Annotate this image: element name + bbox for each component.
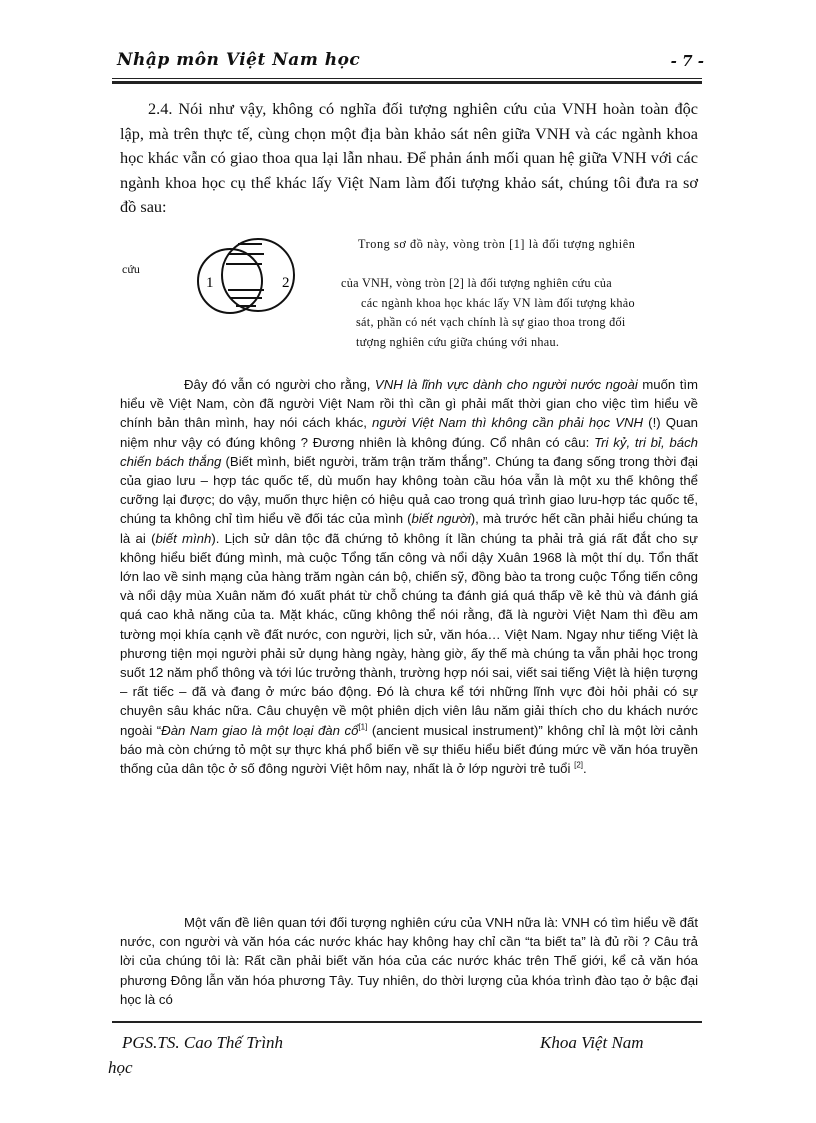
caption-line-3: các ngành khoa học khác lấy VN làm đối tượng khảo — [361, 295, 635, 310]
running-header-title: Nhập môn Việt Nam học — [117, 50, 361, 70]
section-2-4-text: 2.4. Nói như vậy, không có nghĩa đối tượng nghiên cứu của VNH hoàn toàn độc lập, mà trên thực tế, cùng chọn một địa bàn khảo sát nên giữa VNH và các ngành khoa học khác vẫn có giao thoa qua lại lẫn nhau. Để phản ánh mối quan hệ giữa VNH với các ngành khoa học cụ thể khác lấy Việt Nam làm đối tượng khảo sát, chúng tôi đưa ra sơ đồ sau: — [120, 99, 698, 217]
paragraph-1: Đây đó vẫn có người cho rằng, VNH là lĩnh vực dành cho người nước ngoài muốn tìm hiểu về Việt Nam, còn đã người Việt Nam rồi thì cần gì phải mất thời gian cho việc tìm hiểu về chính bản thân mình, hay nói cách khác, người Việt Nam thì không cần phải học VNH (!) Quan niệm như vậy có đúng không ? Đương nhiên là không đúng. Cổ nhân có câu: Tri kỷ, tri bỉ, bách chiến bách thắng (Biết mình, biết người, trăm trận trăm thắng”. Chúng ta đang sống trong thời đại của giao lưu – hợp tác quốc tế, dù muốn hay không toàn cầu hóa vẫn là một xu thế không thể cưỡng lại được; do vậy, muốn thực hiện có hiệu quả cao trong quá trình giao lưu-hợp tác quốc tế, chúng ta không chỉ tìm hiểu về đối tác của mình (biết người), mà trước hết cần phải hiểu chúng ta là ai (biết mình). Lịch sử dân tộc đã chứng tỏ không ít lần chúng ta phải trả giá rất đắt cho sự không hiểu biết đúng mình, mà cuộc Tổng tấn công và nổi dậy Xuân 1968 là một thí dụ. Tổn thất lớn lao về sinh mạng của hàng trăm ngàn cán bộ, chiến sỹ, đồng bào ta trong cuộc Tổng tiến công và nổi dậy mùa Xuân năm đó xuất phát từ chỗ chúng ta đánh giá quá thấp về kẻ thù và đánh giá quá cao khả năng của ta. Mặt khác, cũng không thể nói rằng, đã là người Việt Nam thì đều am tường mọi khía cạnh về đất nước, con người, lịch sử, văn hóa… Việt Nam. Ngay như tiếng Việt là phương tiện mọi người phải sử dụng hàng ngày, hàng giờ, ấy thế mà chúng ta vẫn phải học trong suốt 12 năm phổ thông và tới lúc trưởng thành, trường hợp nói sai, viết sai tiếng Việt là hiện tượng – rất tiếc – đã và đang ở mức báo động. Đó là chưa kể tới những lĩnh vực đòi hỏi phải có sự chuyên sâu khác nữa. Câu chuyện về một phiên dịch viên lâu năm giải thích cho du khách nước ngoài “Đàn Nam giao là một loại đàn cổ[1] (ancient musical instrument)” không chỉ là một lời cảnh báo mà còn chứng tỏ một sự thực khá phổ biến về sự thiếu hiểu biết đúng mức về văn hóa truyền thống của dân tộc ở số đông người Việt hôm nay, nhất là ở lớp người trẻ tuổi [2]. — [120, 377, 699, 777]
diagram-caption — [341, 274, 691, 352]
page-number: - 7 - — [670, 52, 704, 70]
paragraph-section-2-4 — [120, 97, 698, 220]
footer-department: Khoa Việt Nam — [540, 1033, 644, 1052]
caption-line-2: của VNH, vòng tròn [2] là đối tượng nghiên cứu của — [341, 276, 613, 290]
circle-label-1: 1 — [206, 275, 214, 291]
venn-diagram — [190, 228, 320, 318]
footer-author-continued: học — [108, 1058, 133, 1077]
footer-author: PGS.TS. Cao Thế Trình — [122, 1033, 284, 1052]
header-rule-thick — [112, 81, 702, 84]
circle-label-2: 2 — [282, 275, 290, 291]
paragraph-2: Một vấn đề liên quan tới đối tượng nghiên cứu của VNH nữa là: VNH có tìm hiểu về đất nước, con người và văn hóa các nước khác hay không hay chỉ cần “ta biết ta” là đủ rồi ? Câu trả lời của chúng tôi là: Rất cần phải biết văn hóa của các nước khác trên Thế giới, kể cả văn hóa phương Đông lẫn văn hóa phương Tây. Tuy nhiên, do thời lượng của khóa trình đào tạo ở bậc đại học là có — [120, 915, 698, 1007]
footnote-ref-2[interactable]: [2] — [574, 760, 584, 770]
footer-rule — [112, 1021, 702, 1023]
caption-line-5: tượng nghiên cứu giữa chúng với nhau. — [356, 334, 560, 349]
footnote-ref-1[interactable]: [1] — [358, 722, 368, 732]
caption-line-4: sát, phần có nét vạch chính là sự giao thoa trong đối — [356, 315, 626, 329]
diagram-left-fragment: cứu — [122, 262, 140, 276]
caption-line-1: Trong sơ đồ này, vòng tròn [1] là đối tượng nghiên — [358, 237, 636, 251]
header-rule — [112, 78, 702, 79]
